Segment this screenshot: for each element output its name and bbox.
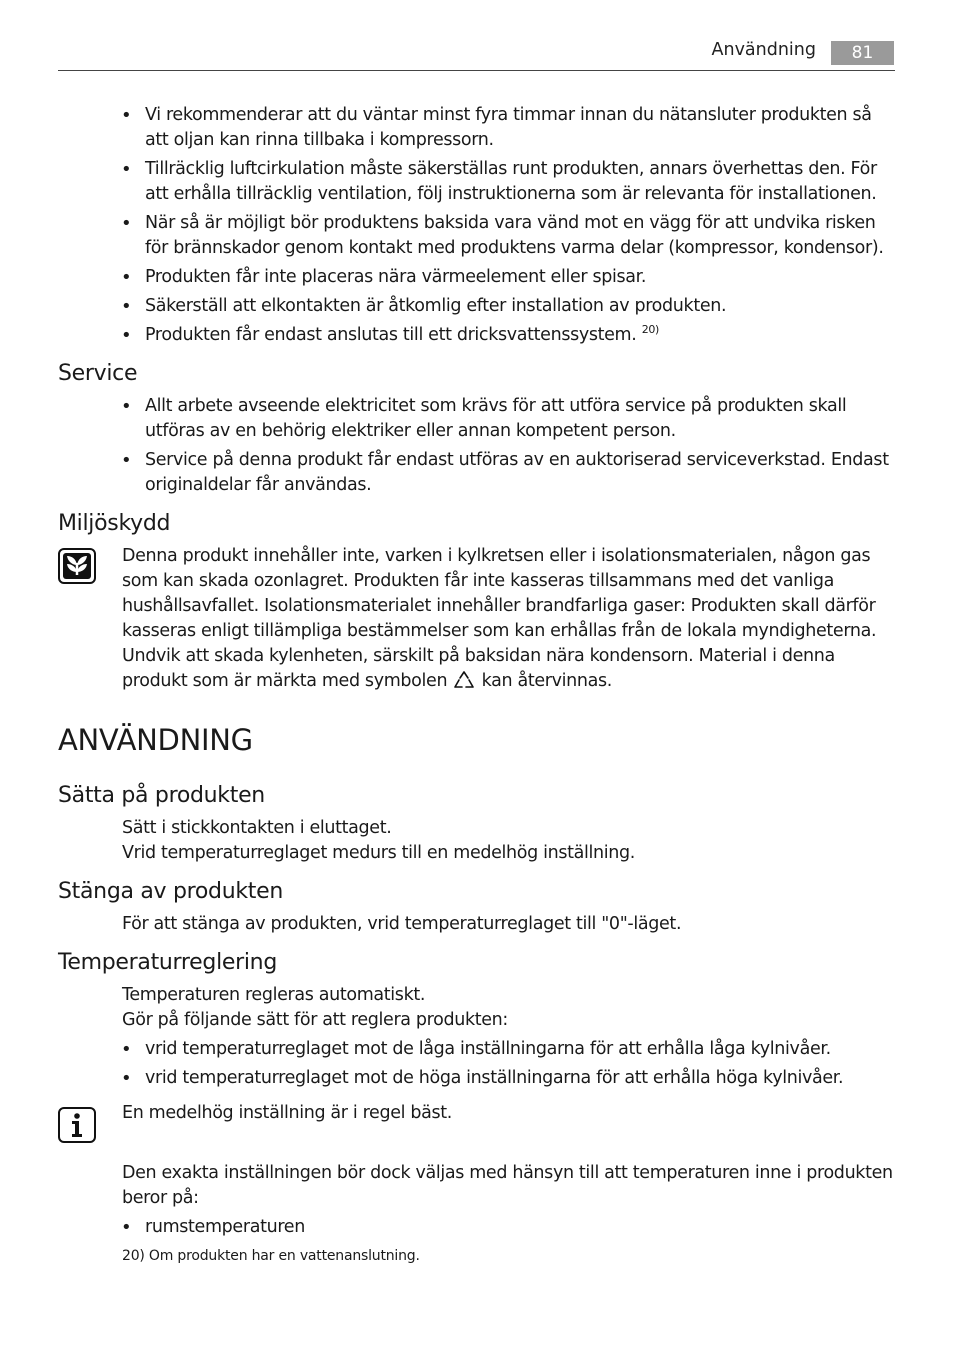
list-item: • Vi rekommenderar att du väntar minst fyra timmar innan du nätansluter produkten så att oljan kan rinna tillbaka i kompressorn.	[58, 103, 895, 153]
recycle-icon	[452, 670, 476, 690]
list-item: • Säkerställ att elkontakten är åtkomlig efter installation av produkten.	[58, 294, 895, 319]
header-divider	[58, 70, 895, 71]
environment-notice	[58, 544, 895, 694]
turn-off-heading: Stänga av produkten	[58, 879, 283, 904]
list-item: • Service på denna produkt får endast utföras av en auktoriserad serviceverkstad. Endast originaldelar får användas.	[58, 448, 895, 498]
list-item: • När så är möjligt bör produktens baksida vara vänd mot en vägg för att undvika risken för brännskador genom kontakt med produktens varma delar (kompressor, kondensor).	[58, 211, 895, 261]
turn-on-line: Vrid temperaturreglaget medurs till en medelhög inställning.	[122, 843, 636, 863]
exact-setting-text: Den exakta inställningen bör dock väljas med hänsyn till att temperaturen inne i produkten beror på:	[122, 1163, 893, 1208]
page-content	[58, 103, 895, 1269]
usage-title: ANVÄNDNING	[58, 723, 253, 757]
environment-text	[122, 544, 895, 694]
depends-bullet-list	[58, 1215, 895, 1240]
list-item: • Allt arbete avseende elektricitet som krävs för att utföra service på produkten skall utföras av en behörig elektriker eller annan kompetent person.	[58, 394, 895, 444]
footnote-ref: 20)	[641, 323, 659, 336]
list-item: • vrid temperaturreglaget mot de låga inställningarna för att erhålla låga kylnivåer.	[58, 1037, 895, 1062]
running-header: Användning	[711, 40, 816, 60]
turn-on-line: Sätt i stickkontakten i eluttaget.	[122, 818, 392, 838]
info-icon	[58, 1107, 96, 1143]
list-item: • Produkten får inte placeras nära värmeelement eller spisar.	[58, 265, 895, 290]
list-item: • rumstemperaturen	[58, 1215, 895, 1240]
footnote: 20) Om produkten har en vattenanslutning.	[122, 1248, 420, 1264]
list-item: • vrid temperaturreglaget mot de höga inställningarna för att erhålla höga kylnivåer.	[58, 1066, 895, 1091]
temperature-bullet-list	[58, 1037, 895, 1091]
page-number: 81	[831, 41, 894, 65]
environment-text-end: kan återvinnas.	[481, 671, 612, 691]
turn-off-text: För att stänga av produkten, vrid temperaturreglaget till "0"-läget.	[122, 914, 682, 934]
list-item: • Tillräcklig luftcirkulation måste säkerställas runt produkten, annars överhettas den. För att erhålla tillräcklig ventilation, följ instruktionerna som är relevanta för installationen.	[58, 157, 895, 207]
temperature-heading: Temperaturreglering	[58, 950, 277, 975]
list-item	[58, 323, 895, 348]
temperature-line: Temperaturen regleras automatiskt.	[122, 985, 426, 1005]
environment-text-part: Denna produkt innehåller inte, varken i kylkretsen eller i isolationsmaterialen, någon gas som kan skada ozonlagret. Produkten får inte kasseras tillsammans med det vanliga hushållsavfallet. Isolationsmaterialet innehåller brandfarliga gaser: Produkten skall därför kasseras enligt tillämpliga bestämmelser som kan erhållas från de lokala myndigheterna. Undvik att skada kylenheten, särskilt på baksidan nära kondensorn. Material i denna produkt som är märkta med symbolen	[122, 546, 877, 691]
info-text: En medelhög inställning är i regel bäst.	[122, 1103, 452, 1123]
list-item-text: Produkten får endast anslutas till ett dricksvattenssystem.	[145, 325, 637, 345]
service-bullet-list	[58, 394, 895, 498]
service-heading: Service	[58, 361, 138, 386]
environment-heading: Miljöskydd	[58, 511, 171, 536]
install-bullet-list	[58, 103, 895, 348]
turn-on-heading: Sätta på produkten	[58, 783, 265, 808]
environment-icon	[58, 548, 96, 584]
info-notice	[58, 1101, 895, 1149]
temperature-line: Gör på följande sätt för att reglera produkten:	[122, 1010, 508, 1030]
